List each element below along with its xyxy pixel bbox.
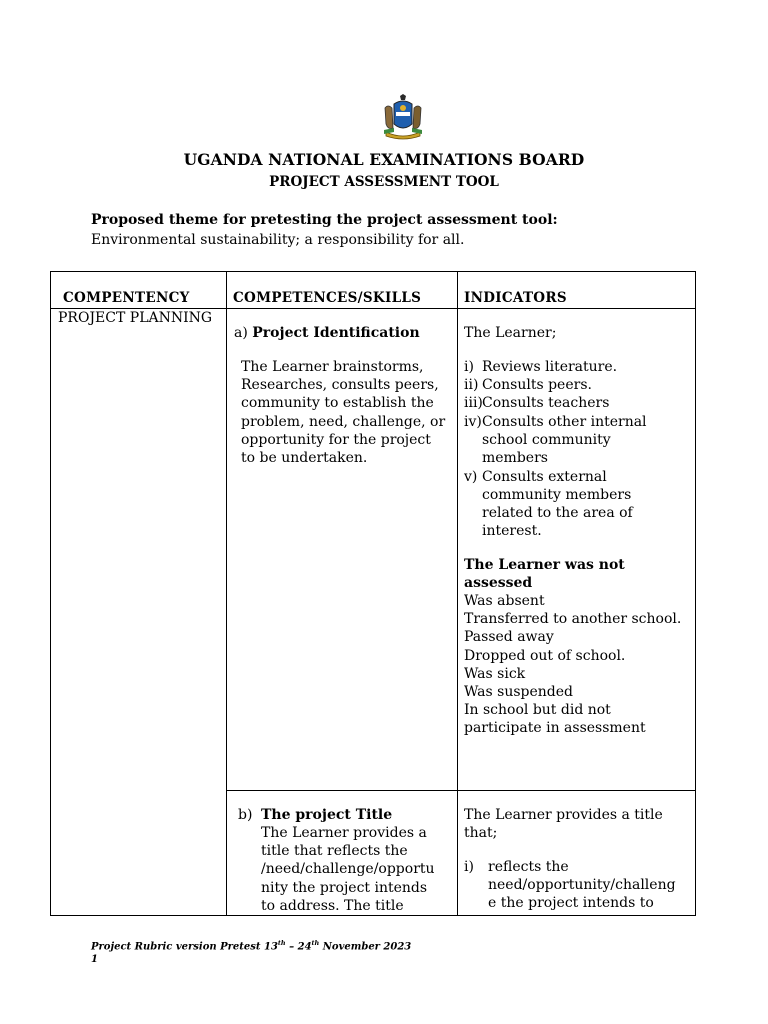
row-a-description xyxy=(241,358,445,467)
not-assessed-item: Was sick xyxy=(464,665,526,682)
indicator-text: members xyxy=(482,450,548,466)
indicator-text: community members xyxy=(482,487,632,503)
indicator-text: Consults other internal xyxy=(482,414,647,430)
not-assessed-title-line: assessed xyxy=(464,575,533,592)
row-a-desc-line: Researches, consults peers, xyxy=(241,377,439,394)
page-footer xyxy=(91,937,411,966)
page-title: UGANDA NATIONAL EXAMINATIONS BOARD xyxy=(183,150,585,169)
row-a-desc-line: The Learner brainstorms, xyxy=(241,359,424,375)
not-assessed-item: participate in assessment xyxy=(464,720,646,737)
row-b-indicators-intro xyxy=(464,806,663,842)
not-assessed-item: In school but did not xyxy=(464,702,611,719)
row-b-marker: b) xyxy=(238,807,253,823)
footer-sup: th xyxy=(311,939,320,947)
indicator-text: interest. xyxy=(482,523,542,539)
uganda-coat-of-arms-icon xyxy=(382,94,424,140)
indicator-text: Consults external xyxy=(482,469,607,485)
row-b-intro-line: that; xyxy=(464,825,498,842)
not-assessed-title-line: The Learner was not xyxy=(464,557,625,573)
competency-project-planning: PROJECT PLANNING xyxy=(58,310,213,326)
row-a-marker: a) xyxy=(234,325,248,341)
row-a-desc-line: opportunity for the project xyxy=(241,431,431,448)
not-assessed-list xyxy=(464,592,681,738)
indicator-text: school community xyxy=(482,432,611,448)
indicator-text: Consults peers. xyxy=(482,377,592,393)
footer-version-mid: – 24 xyxy=(285,941,312,953)
indicator-text: need/opportunity/challeng xyxy=(488,877,676,894)
footer-sup: th xyxy=(277,939,286,947)
row-b-title: The project Title xyxy=(261,807,393,823)
header-indicators: INDICATORS xyxy=(464,290,567,306)
theme-text: Environmental sustainability; a responsibility for all. xyxy=(91,232,465,248)
row-a-indicators-intro: The Learner; xyxy=(464,325,557,341)
not-assessed-item: Was absent xyxy=(464,593,545,609)
indicator-text: e the project intends to xyxy=(488,895,654,912)
row-b-indicator-text xyxy=(488,858,676,913)
not-assessed-item: Transferred to another school. xyxy=(464,611,682,628)
row-a-title: Project Identification xyxy=(252,325,420,341)
row-a-desc-line: community to establish the xyxy=(241,395,434,412)
not-assessed-item: Passed away xyxy=(464,629,554,646)
row-b-desc-line: to address. The title xyxy=(261,897,404,914)
row-a-desc-line: to be undertaken. xyxy=(241,450,368,467)
indicator-number: iv) xyxy=(464,414,482,430)
not-assessed-item: Dropped out of school. xyxy=(464,647,626,664)
indicator-text: Reviews literature. xyxy=(482,359,618,375)
indicator-number: iii) xyxy=(464,395,483,411)
page-number: 1 xyxy=(91,954,98,966)
row-b-desc-line: title that reflects the xyxy=(261,843,408,860)
page-subtitle: PROJECT ASSESSMENT TOOL xyxy=(269,174,499,190)
theme-label: Proposed theme for pretesting the project assessment tool: xyxy=(91,212,558,228)
indicator-text: related to the area of xyxy=(482,505,633,521)
indicator-text: Consults teachers xyxy=(482,395,610,411)
indicator-number: i) xyxy=(464,359,474,375)
row-b-desc-line: nity the project intends xyxy=(261,879,428,896)
row-b-desc-line: The Learner provides a xyxy=(261,825,427,841)
indicator-number: i) xyxy=(464,859,474,875)
indicator-number: ii) xyxy=(464,377,479,393)
row-b-desc-line: /need/challenge/opportu xyxy=(261,861,435,878)
header-competences-skills: COMPETENCES/SKILLS xyxy=(233,290,422,306)
row-a-heading xyxy=(234,324,420,342)
row-a-desc-line: problem, need, challenge, or xyxy=(241,413,446,430)
footer-version-suffix: November 2023 xyxy=(319,941,412,953)
indicator-number: v) xyxy=(464,469,478,485)
footer-version xyxy=(91,937,411,953)
row-b-intro-line: The Learner provides a title xyxy=(464,807,663,823)
indicator-text: reflects the xyxy=(488,859,569,875)
footer-version-prefix: Project Rubric version Pretest 13 xyxy=(91,941,278,953)
row-b-description xyxy=(261,824,435,915)
not-assessed-title xyxy=(464,556,625,592)
header-competency: COMPENTENCY xyxy=(63,290,190,306)
not-assessed-item: Was suspended xyxy=(464,684,574,701)
